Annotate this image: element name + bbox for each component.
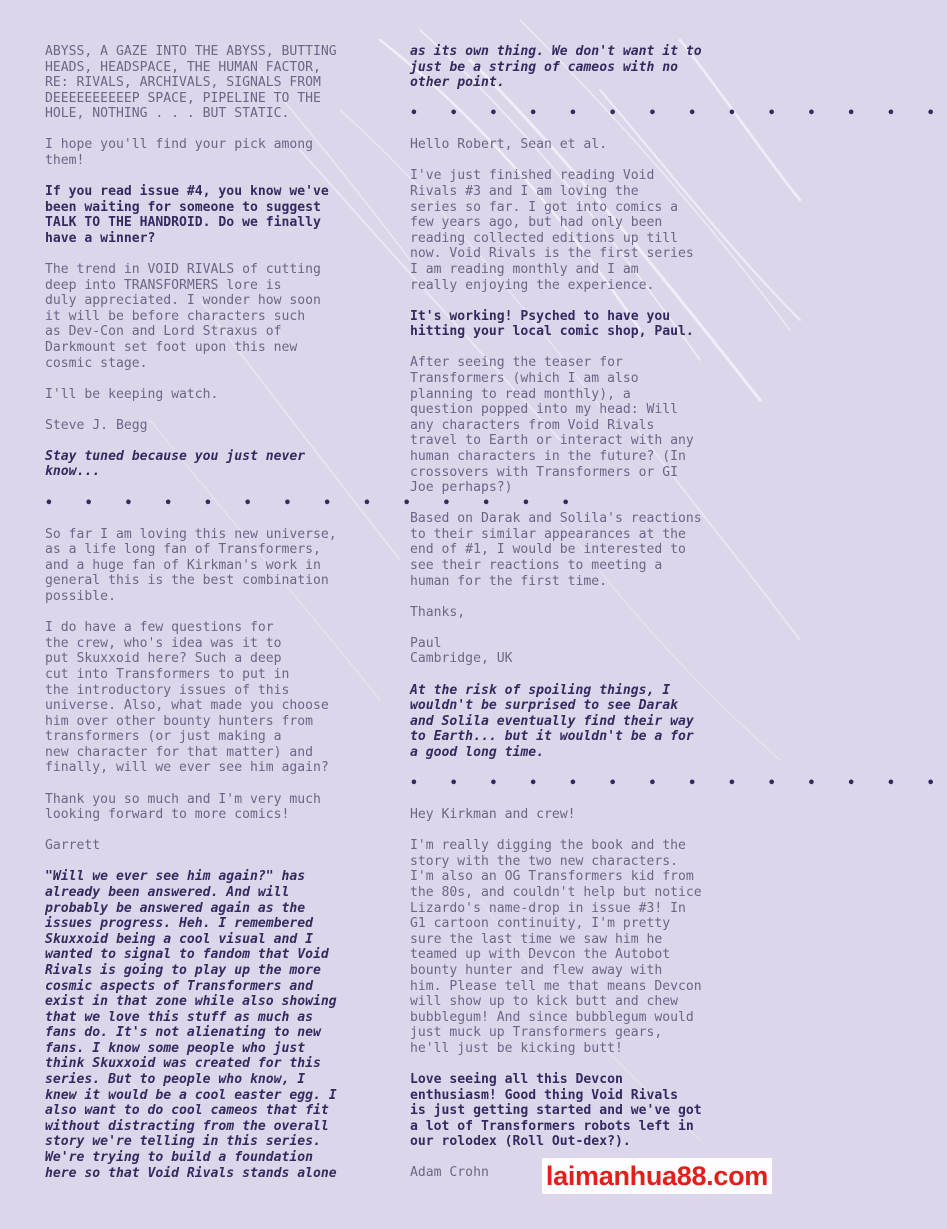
letter-paragraph: I've just finished reading Void Rivals #3 and I am loving the series so far. I got into comics a few years ago, but had only been reading collected editions up till now. Void Rivals is the first series I am reading monthly and I am really enjoying the experience. xyxy=(410,168,694,293)
letter-paragraph: The trend in VOID RIVALS of cutting deep into TRANSFORMERS lore is duly appreciated. I wonder how soon it will be before characters such as Dev-Con and Lord Straxus of Darkmount set foot upon this new cosmic stage. xyxy=(45,262,321,371)
letter-paragraph: After seeing the teaser for Transformers (which I am also planning to read monthly), a question popped into my head: Will any characters from Void Rivals travel to Earth or interact with any human characters in the future? (In crossovers with Transformers or GI Joe perhaps?) xyxy=(410,355,694,496)
letter-signature: Steve J. Begg xyxy=(45,417,148,433)
letter-closing: Thanks, xyxy=(410,604,466,620)
editor-response: It's working! Psyched to have you hitting your local comic shop, Paul. xyxy=(410,308,694,340)
editor-response: If you read issue #4, you know we've been waiting for someone to suggest TALK TO THE HANDROID. Do we finally have a winner? xyxy=(45,184,329,246)
letter-paragraph: I do have a few questions for the crew, who's idea was it to put Skuxxoid here? Such a deep cut into Transformers to put in the introductory issues of this universe. Also, what made you choose him over other bounty hunters from transformers (or just making a new character for that matter) and finally, will we ever see him again? xyxy=(45,620,329,776)
letter-paragraph: Thank you so much and I'm very much looking forward to more comics! xyxy=(45,791,321,823)
contest-title-list: ABYSS, A GAZE INTO THE ABYSS, BUTTING HEADS, HEADSPACE, THE HUMAN FACTOR, RE: RIVALS, ARCHIVALS, SIGNALS FROM DEEEEEEEEEEP SPACE, PIPELINE TO THE HOLE, NOTHING . . . BUT STATIC. xyxy=(45,44,337,122)
section-divider-dots: • • • • • • • • • • • • • • xyxy=(45,495,582,511)
letter-signature: Garrett xyxy=(45,838,101,854)
section-divider-dots: • • • • • • • • • • • • • • xyxy=(410,775,947,791)
editor-response: as its own thing. We don't want it to just be a string of cameos with no other point. xyxy=(410,44,702,91)
editor-response: Stay tuned because you just never know... xyxy=(45,448,306,480)
right-column xyxy=(410,44,947,1197)
editor-response: Love seeing all this Devcon enthusiasm! Good thing Void Rivals is just getting started and we've got a lot of Transformers robots left in our rolodex (Roll Out-dex?). xyxy=(410,1071,702,1150)
letter-paragraph: So far I am loving this new universe, as a life long fan of Transformers, and a huge fan of Kirkman's work in general this is the best combination possible. xyxy=(45,526,337,605)
site-watermark: laimanhua88.com xyxy=(542,1158,772,1194)
letter-paragraph: I hope you'll find your pick among them! xyxy=(45,137,314,169)
letter-paragraph: I'll be keeping watch. xyxy=(45,386,219,402)
section-divider-dots: • • • • • • • • • • • • • • xyxy=(410,106,947,122)
editor-response: At the risk of spoiling things, I wouldn't be surprised to see Darak and Solila eventually find their way to Earth... but it wouldn't be a for a good long time. xyxy=(410,682,694,760)
letter-greeting: Hey Kirkman and crew! xyxy=(410,807,576,823)
editor-response: "Will we ever see him again?" has already been answered. And will probably be answered again as the issues progress. Heh. I remembered Skuxxoid being a cool visual and I wanted to signal to fandom that Void Rivals is going to play up the more cosmic aspects of Transformers and exist in that zone while also showing that we love this stuff as much as fans do. It's not alienating to new fans. I know some people who just think Skuxxoid was created for this series. But to people who know, I knew it would be a cool easter egg. I also want to do cool cameos that fit without distracting from the overall story we're telling in this series. We're trying to build a foundation here so that Void Rivals stands alone xyxy=(45,869,337,1181)
letter-greeting: Hello Robert, Sean et al. xyxy=(410,137,608,153)
letter-paragraph: Based on Darak and Solila's reactions to their similar appearances at the end of #1, I would be interested to see their reactions to meeting a human for the first time. xyxy=(410,511,702,589)
letter-paragraph: I'm really digging the book and the story with the two new characters. I'm also an OG Transformers kid from the 80s, and couldn't help but notice Lizardo's name-drop in issue #3! In G1 cartoon continuity, I'm pretty sure the last time we saw him he teamed up with Devcon the Autobot bounty hunter and flew away with him. Please tell me that means Devcon will show up to kick butt and chew bubblegum! And since bubblegum would just muck up Transformers gears, he'll just be kicking butt! xyxy=(410,838,702,1056)
letter-signature: Adam Crohn xyxy=(410,1165,489,1181)
letter-signature: Paul Cambridge, UK xyxy=(410,635,513,667)
